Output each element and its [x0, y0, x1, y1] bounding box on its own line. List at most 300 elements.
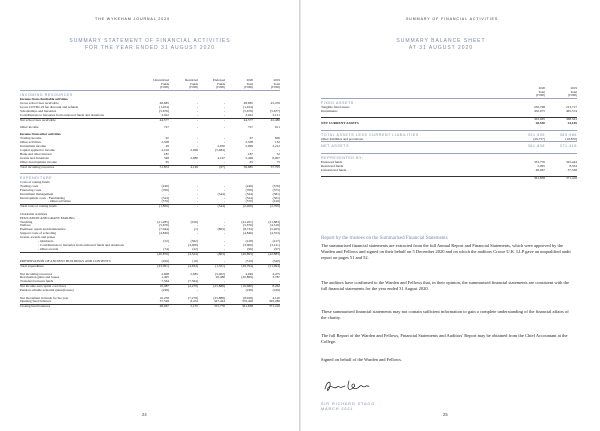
row-label: Other liabilities and provisions — [321, 136, 363, 141]
row-label: PRESERVATION OF ANCIENT BUILDINGS AND CONTENTS — [20, 259, 111, 264]
cell-value: (561) — [272, 195, 280, 200]
title-line-1: SUMMARY BALANCE SHEET — [396, 38, 486, 44]
cell-value: 361,838 — [513, 142, 545, 149]
cell-value: (246) — [245, 183, 253, 188]
cell-value: (3,006) — [243, 243, 253, 248]
cell-value: 325,444 — [565, 159, 577, 164]
title-line-2: FOR THE YEAR ENDED 31 AUGUST 2020 — [85, 45, 215, 51]
cell-value: (7,279) — [188, 295, 198, 300]
cell-value: (166) — [272, 288, 280, 293]
row-label: Grants and donations — [20, 155, 49, 160]
row-label: Investment management — [20, 191, 54, 196]
cell-value: 44,577 — [225, 118, 253, 122]
cell-value: (5,676) — [159, 223, 169, 228]
cell-value: 371,416 — [253, 305, 280, 309]
cell-value: - — [223, 223, 225, 228]
cell-value — [253, 91, 280, 98]
title-line-1: SUMMARY STATEMENT OF FINANCIAL ACTIVITIES — [69, 38, 231, 44]
table-row — [321, 176, 577, 180]
cell-value: (246) — [161, 183, 169, 188]
cell-value — [198, 91, 225, 98]
cell-value: - — [196, 151, 198, 156]
column-header-line: (£'000) — [567, 93, 577, 98]
cell-value: (5,203) — [270, 227, 280, 232]
cell-value: (544) — [198, 205, 225, 209]
cell-value: (2,279) — [169, 285, 198, 289]
cell-value: 48,685 — [159, 100, 169, 105]
cell-value: (417) — [272, 239, 280, 244]
cell-value: 24,105 — [567, 121, 577, 126]
cell-value: - — [196, 144, 198, 149]
cell-value: - — [278, 279, 280, 284]
row-label: Other income — [20, 124, 39, 129]
cell-value: (575) — [272, 187, 280, 192]
cell-value: - — [223, 112, 225, 117]
cell-value: 75 — [276, 159, 280, 164]
row-label: - Other awards — [38, 246, 59, 251]
cell-value: - — [223, 140, 225, 145]
cell-value: (4,524) — [169, 252, 198, 256]
report-paragraph: These summarised financial statements may not contain sufficient information to gain a complete understanding of the financial affairs of the charity. — [321, 309, 569, 320]
cell-value — [253, 174, 280, 181]
row-label: - Other activities — [48, 199, 71, 204]
cell-value: (21,883) — [268, 219, 280, 224]
column-header-line: Funds — [190, 81, 198, 86]
header-blank — [20, 79, 138, 91]
cell-value: - — [223, 199, 225, 204]
cell-value: 361,838 — [513, 176, 545, 180]
cell-value: (8,928) — [243, 295, 253, 300]
report-title: Report by the trustees on the Summarised Financial Statements — [321, 236, 448, 241]
cell-value: 48,067 — [138, 305, 169, 309]
cell-value: - — [223, 136, 225, 141]
cell-value: 2,155 — [169, 305, 198, 309]
row-label: Total incoming resources — [20, 165, 138, 169]
cell-value: - — [223, 243, 225, 248]
cell-value: (7,564) — [188, 279, 198, 284]
column-header-line: Unrestricted — [153, 78, 169, 82]
row-label: Closing fund balances — [20, 305, 138, 309]
cell-value: - — [196, 124, 198, 129]
signatory-name: SIR RICHARD STAGG — [321, 402, 376, 406]
cell-value: (5,676) — [243, 223, 253, 228]
cell-value: - — [196, 183, 198, 188]
cell-value: 3,022 — [245, 112, 253, 117]
cell-value: 187 — [247, 151, 253, 156]
cell-value: (25,888) — [198, 285, 225, 289]
column-header-line: 2020 — [538, 86, 545, 90]
cell-value: (248) — [245, 288, 253, 293]
cell-value: 391,595 — [513, 130, 545, 137]
cell-value: 348 — [163, 155, 169, 160]
cell-value: 347,444 — [213, 299, 225, 304]
cell-value: 4,102 — [161, 147, 169, 152]
cell-value: - — [223, 288, 225, 293]
row-label: Income from other activities — [20, 132, 61, 137]
header-blank — [321, 87, 513, 99]
column-header-line: 2019 — [273, 78, 280, 82]
row-label — [321, 176, 513, 180]
cell-value: 7,564 — [161, 279, 169, 284]
row-label: Investments — [321, 108, 338, 113]
section-header-row — [321, 142, 577, 149]
cell-value: 727 — [163, 124, 169, 129]
row-label: EDUCATION AND GRANT MAKING — [20, 215, 75, 220]
cell-value: 2,099 — [245, 144, 253, 149]
row-label: Transfers between funds — [20, 279, 54, 284]
cell-value — [169, 174, 198, 181]
row-label: Charitable activities — [20, 211, 48, 216]
cell-value: 333,776 — [533, 159, 545, 164]
cell-value: (40,876) — [138, 252, 169, 256]
row-label: Gross COVID-19 fee discount and refunds — [20, 104, 79, 109]
cell-value: (706) — [245, 187, 253, 192]
cell-value — [169, 91, 198, 98]
cell-value: 10,239 — [159, 295, 169, 300]
cell-value: (2,709) — [253, 205, 280, 209]
cell-value: (49,794) — [225, 265, 253, 269]
cell-value: - — [223, 159, 225, 164]
cell-value: - — [223, 239, 225, 244]
cell-value: (52) — [163, 239, 169, 244]
cell-value: (459) — [161, 259, 169, 264]
column-header-line: Total — [246, 81, 253, 86]
cell-value: 368,561 — [545, 118, 577, 122]
cell-value: (96) — [247, 246, 253, 251]
row-label: Gross school fees receivable — [20, 100, 59, 105]
cell-value: 8,354 — [569, 163, 577, 168]
row-label: Scholarships and bursaries — [20, 108, 57, 113]
row-label: Pension scheme actuarial gains/(losses) — [20, 288, 74, 293]
row-label: Total expenditure — [20, 265, 138, 269]
cell-value: (576) — [272, 183, 280, 188]
balance-sheet-table — [321, 87, 577, 181]
row-label: Welfare — [20, 223, 31, 228]
cell-value: - — [196, 191, 198, 196]
cell-value: (248) — [161, 288, 169, 293]
cell-value: 132 — [274, 140, 280, 145]
cell-value: (1,351) — [198, 265, 225, 269]
row-label: Income from charitable activities — [20, 97, 68, 102]
cell-value: 5,469 — [245, 155, 253, 160]
row-label: FIXED ASSETS — [321, 99, 513, 106]
cell-value: - — [196, 231, 198, 236]
cell-value: 727 — [247, 124, 253, 129]
cell-value: - — [169, 205, 198, 209]
cell-value: (324) — [161, 195, 169, 200]
cell-value: (20,899) — [241, 275, 253, 280]
cell-value: (803) — [217, 227, 225, 232]
cell-value: 10,487 — [138, 285, 169, 289]
cell-value: 4,149 — [169, 165, 198, 169]
cell-value: - — [196, 108, 198, 113]
row-label: Tangible fixed assets — [321, 105, 350, 110]
cell-value: 49 — [165, 144, 169, 149]
row-label: Trading costs — [20, 183, 39, 188]
row-label: Trading income — [20, 136, 42, 141]
cell-value: 2,508 — [245, 140, 253, 145]
cell-value: (29,757) — [533, 136, 545, 141]
cell-value: - — [223, 231, 225, 236]
cell-value: 611 — [275, 124, 280, 129]
cell-value: (3,121) — [270, 243, 280, 248]
cell-value: - — [223, 246, 225, 251]
row-label: Other development income — [20, 159, 57, 164]
cell-value: 44,577 — [138, 118, 169, 122]
column-header-line: Endowed — [212, 78, 225, 82]
report-paragraph: The summarised financial statements are extracted from the full Annual Report and Financial Statements, which were approved by the Warden and Fellows and signed on their behalf on 5 December 2020 and on which the auditors Crowe U.K. LLP gave an unqualified audit report on pages 51 and 52. — [321, 243, 571, 260]
cell-value: (5,676) — [159, 108, 169, 113]
row-label: Net movement in funds for the year — [20, 295, 69, 300]
statement-title — [40, 38, 260, 52]
row-label: NET ASSETS — [321, 142, 513, 149]
cell-value: 315,776 — [198, 305, 225, 309]
cell-value: (544) — [217, 191, 225, 196]
cell-value: - — [196, 104, 198, 109]
cell-value: 42,480 — [253, 118, 280, 122]
row-label: Premises: repair and maintenance — [20, 227, 66, 232]
cell-value: - — [196, 223, 198, 228]
column-header-line: (£'000) — [188, 85, 198, 90]
cell-value: 52 — [276, 151, 280, 156]
row-label: INCOMING RESOURCES — [20, 91, 138, 98]
cell-value: 236,768 — [533, 105, 545, 110]
cell-value: (706) — [161, 187, 169, 192]
column-header — [138, 79, 169, 91]
cell-value: (74) — [163, 246, 169, 251]
column-header-line: (£'000) — [243, 85, 253, 90]
cell-value: (4,846) — [159, 231, 169, 236]
row-label: Unrestricted funds — [321, 167, 347, 172]
cell-value: 20,486 — [215, 275, 225, 280]
cell-value: - — [223, 279, 225, 284]
cell-value: - — [223, 195, 225, 200]
cell-value: (4,634) — [169, 265, 198, 269]
cell-value: - — [278, 147, 280, 152]
cell-value: (1,454) — [243, 104, 253, 109]
cell-value: (43,091) — [138, 265, 169, 269]
cell-value: - — [196, 195, 198, 200]
cell-value: 48,067 — [535, 167, 545, 172]
cell-value: 8,454 — [190, 299, 198, 304]
cell-value: - — [196, 159, 198, 164]
cell-value: - — [223, 124, 225, 129]
row-label: Costs of raising funds — [20, 179, 50, 184]
row-label: Opening fund balances — [20, 299, 52, 304]
cell-value: 6,007 — [272, 155, 280, 160]
row-label: Teaching — [20, 219, 33, 224]
cell-value: 67 — [165, 136, 169, 141]
cell-value: 376,406 — [241, 299, 253, 304]
cell-value: (22) — [192, 246, 198, 251]
signature-date: MARCH 2021 — [321, 407, 354, 411]
cell-value: (4,553) — [270, 231, 280, 236]
row-label: Net income and capital cost flows — [20, 285, 138, 289]
column-header-row — [20, 79, 280, 91]
page-number: 25 — [443, 412, 448, 417]
cell-value: - — [223, 108, 225, 113]
cell-value: 361,838 — [225, 305, 253, 309]
column-header-line: Restricted — [185, 78, 198, 82]
column-header-line: 2020 — [246, 78, 253, 82]
cell-value: 606 — [274, 136, 280, 141]
cell-value: (16,680) — [225, 285, 253, 289]
row-label: Investment income — [20, 144, 46, 149]
cell-value: - — [223, 183, 225, 188]
cell-value: 2,050 — [217, 144, 225, 149]
cell-value: (5,676) — [243, 108, 253, 113]
cell-value: - — [196, 100, 198, 105]
running-head: SUMMARY OF FINANCIAL ACTIVITIES — [406, 17, 499, 21]
cell-value: (581) — [272, 191, 280, 196]
row-label: EXPENDITURE — [20, 174, 138, 181]
cell-value: - — [169, 118, 198, 122]
cell-value: 65 — [249, 159, 253, 164]
cell-value: 389,986 — [545, 130, 577, 137]
cell-value: (916) — [190, 219, 198, 224]
cell-value: (97) — [198, 165, 225, 169]
cell-value: (25,888) — [213, 295, 225, 300]
cell-value: 37,528 — [159, 299, 169, 304]
cell-value — [225, 91, 253, 98]
cell-value: 4,475 — [272, 271, 280, 276]
row-label: - Quiristers — [38, 239, 54, 244]
cell-value: 371,416 — [545, 176, 577, 180]
cell-value: 2,685 — [190, 271, 198, 276]
cell-value: - — [167, 243, 169, 248]
cell-value: - — [196, 275, 198, 280]
cell-value: 365,286 — [268, 299, 280, 304]
cell-value — [225, 174, 253, 181]
cell-value: 37,528 — [567, 167, 577, 172]
cell-value: - — [223, 104, 225, 109]
cell-value: (416) — [272, 199, 280, 204]
column-header — [253, 79, 280, 91]
column-header-line: Total — [570, 89, 577, 94]
row-label: TOTAL ASSETS LESS CURRENT LIABILITIES — [321, 130, 513, 137]
cell-value: (1) — [194, 227, 198, 232]
cell-value: - — [223, 259, 225, 264]
column-header-line: (£'000) — [270, 85, 280, 90]
row-label: Endowed funds — [321, 159, 343, 164]
column-header — [545, 87, 577, 99]
column-header-line: Total — [538, 89, 545, 94]
row-label: Bank and other interest — [20, 151, 52, 156]
cell-value: 371,416 — [545, 142, 577, 149]
row-label: NET CURRENT ASSETS — [321, 121, 359, 126]
cell-value: - — [223, 187, 225, 192]
row-label: Net incoming resources — [20, 271, 53, 276]
cell-value: 57,705 — [253, 165, 280, 169]
cell-value: - — [198, 118, 225, 122]
cell-value: (7,944) — [159, 227, 169, 232]
column-header-line: Funds — [217, 81, 225, 86]
column-header — [225, 79, 253, 91]
cell-value: (570) — [161, 199, 169, 204]
cell-value: 187 — [163, 151, 169, 156]
report-paragraph: The auditors have confirmed to the Warden and Fellows that, in their opinion, the summarised financial statements are consistent with the full financial statements for the year ended 31 August 2020. — [321, 280, 569, 291]
sofa-table — [20, 79, 280, 309]
table-row — [20, 305, 280, 309]
cell-value: 2,080 — [190, 155, 198, 160]
cell-value — [138, 91, 169, 98]
column-header-row — [321, 87, 577, 99]
cell-value: 363,065 — [513, 118, 545, 122]
cell-value: (519) — [245, 259, 253, 264]
cell-value: (803) — [198, 252, 225, 256]
balance-sheet-title — [331, 38, 551, 52]
cell-value: (3,006) — [188, 243, 198, 248]
cell-value: (5,402) — [215, 271, 225, 276]
cell-value: (5,677) — [270, 108, 280, 113]
cell-value: (1,454) — [159, 104, 169, 109]
cell-value: 2,095 — [537, 163, 545, 168]
cell-value: 213,717 — [565, 105, 577, 110]
column-header-line: (£'000) — [215, 85, 225, 90]
cell-value: - — [223, 151, 225, 156]
column-header-line: (£'000) — [159, 85, 169, 90]
cell-value: - — [196, 187, 198, 192]
left-page — [0, 0, 299, 431]
section-header-row — [20, 174, 280, 181]
cell-value: 65 — [165, 159, 169, 164]
cell-value: 4,197 — [217, 155, 225, 160]
signatory — [321, 402, 375, 412]
cell-value: 450,975 — [533, 108, 545, 113]
row-label: Development costs - Fundraising — [20, 195, 65, 200]
column-header — [169, 79, 198, 91]
cell-value: - — [196, 288, 198, 293]
cell-value: 1,495 — [161, 275, 169, 280]
cell-value: (324) — [245, 195, 253, 200]
cell-value: 4,120 — [272, 295, 280, 300]
cell-value: (362) — [190, 239, 198, 244]
cell-value: 48,685 — [243, 100, 253, 105]
row-label: Total costs of raising funds — [20, 205, 138, 209]
cell-value: (97) — [274, 246, 280, 251]
cell-value: (2,400) — [225, 205, 253, 209]
cell-value: - — [196, 136, 198, 141]
cell-value: (4,519) — [270, 223, 280, 228]
cell-value: (5,484) — [215, 147, 225, 152]
cell-value: 67 — [249, 136, 253, 141]
cell-value: 2,608 — [161, 271, 169, 276]
row-label: Contributions to bursaries from endowed funds and donations — [20, 112, 104, 117]
column-header-line: 2019 — [570, 86, 577, 90]
column-header-line: Total — [273, 81, 280, 86]
cell-value: - — [278, 104, 280, 109]
cell-value: (10) — [192, 259, 198, 264]
column-header-line: (£'000) — [535, 93, 545, 98]
cell-value: - — [167, 191, 169, 196]
row-label: Net school fees receivable — [20, 118, 138, 122]
cell-value: (22,201) — [241, 219, 253, 224]
cell-value: 8,262 — [253, 285, 280, 289]
row-label: Restricted funds — [321, 163, 344, 168]
cell-value: 4,949 — [245, 271, 253, 276]
cell-value: 465,574 — [565, 108, 577, 113]
row-label: Capital applied to income — [20, 147, 55, 152]
row-label: Financing costs — [20, 187, 42, 192]
cell-value: 3,022 — [161, 112, 169, 117]
row-label: Grants, awards and prizes — [20, 235, 56, 240]
cell-value: - — [196, 140, 198, 145]
cell-value: - — [223, 219, 225, 224]
cell-value: 51,853 — [138, 165, 169, 169]
cell-value: (21,285) — [157, 219, 169, 224]
page-number: 24 — [142, 412, 147, 417]
cell-value: 2,212 — [272, 144, 280, 149]
